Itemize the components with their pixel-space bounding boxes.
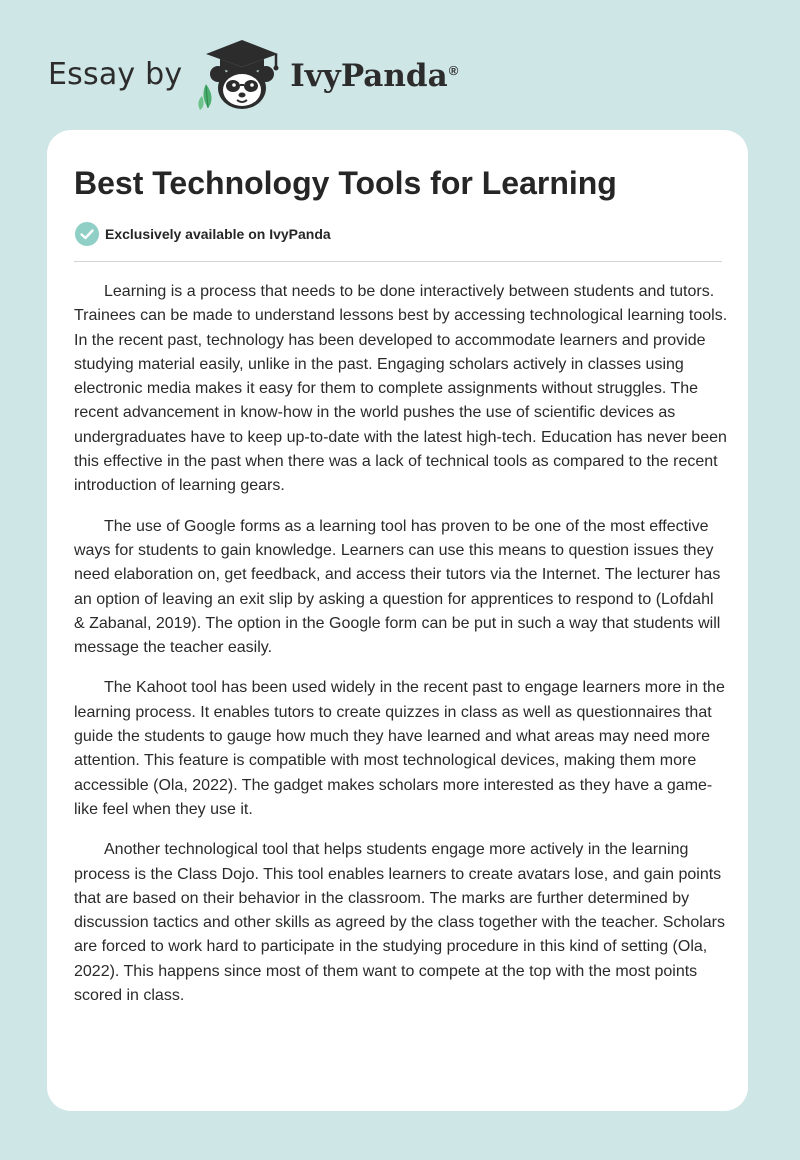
exclusive-badge [74, 221, 331, 247]
essay-paragraph-2: The use of Google forms as a learning tool has proven to be one of the most effective ways for students to gain knowledge. Learners can use this means to question issues they need elaboration on, get feedback, and access their tutors via the Internet. The lecturer has an option of leaving an exit slip by asking a question for apprentices to respond to (Lofdahl & Zabanal, 2019). The option in the Google form can be put in such a way that students will message the teacher easily. [74, 517, 721, 657]
exclusive-label: Exclusively available on IvyPanda [105, 226, 331, 242]
essay-title: Best Technology Tools for Learning [74, 165, 617, 201]
essay-paragraph-4: Another technological tool that helps students engage more actively in the learning process is the Class Dojo. This tool enables learners to create avatars lose, and gain points that are based on their behavior in the classroom. The marks are further determined by discussion tactics and other skills as agreed by the class together with the teacher. Scholars are forced to work hard to participate in the studying procedure in this kind of setting (Ola, 2022). This happens since most of them want to compete at the top with the most points scored in class. [74, 841, 726, 1005]
ivypanda-wordmark[interactable] [290, 58, 458, 94]
essay-card [47, 130, 748, 1111]
check-circle-icon [74, 221, 100, 247]
registered-mark: ® [448, 62, 459, 78]
brand-name-text: IvyPanda [290, 58, 448, 94]
essay-body [74, 280, 728, 1024]
essay-paragraph-1: Learning is a process that needs to be done interactively between students and tutors. Trainees can be made to understand lessons best by accessing technological learning tools. In the recent past, technology has been developed to accommodate learners and provide studying material easily, unlike in the past. Engaging scholars actively in classes using electronic media makes it easy for them to complete assignments without struggles. The recent advancement in know-how in the world pushes the use of scientific devices as undergraduates have to keep up-to-date with the latest high-tech. Education has never been this effective in the past when there was a lack of technical tools as compared to the recent introduction of learning gears. [74, 283, 728, 495]
essay-paragraph-3: The Kahoot tool has been used widely in the recent past to engage learners more in the learning process. It enables tutors to create quizzes in class as well as questionnaires that guide the students to gauge how much they have learned and what areas may need more attention. This feature is compatible with most technological devices, making them more accessible (Ola, 2022). The gadget makes scholars more interested as they have a game-like feel when they use it. [74, 679, 725, 818]
essay-by-label: Essay by [48, 56, 183, 92]
site-header [48, 34, 458, 114]
title-divider [74, 261, 722, 262]
ivypanda-logo-icon[interactable] [196, 34, 288, 114]
